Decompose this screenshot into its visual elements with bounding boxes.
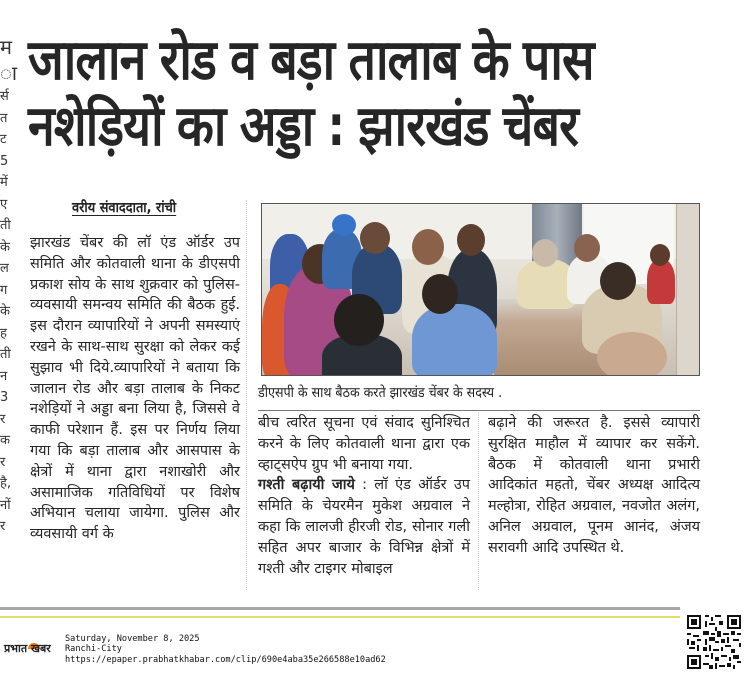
article-paragraph: बढ़ाने की जरूरत है. इससे व्यापारी सुरक्षित माहौल में व्यापार कर सकेंगे. बैठक में कोतवाली थाना प्रभारी आदिकांत महतो, चेंबर अध्यक्ष आदित्य मल्होत्रा, रोहित अग्रवाल, नवजोत अलंग, अनिल अग्रवाल, पूनम आनंद, अंजय सरावगी आदि उपस्थित थे.: [488, 415, 700, 556]
fragment-char: र्स: [0, 89, 9, 104]
fragment-char: न: [0, 368, 8, 384]
fragment-char: र: [0, 519, 6, 534]
article-paragraph: बीच त्वरित सूचना एवं संवाद सुनिश्चित करने के लिए कोतवाली थाना द्वारा एक व्हाट्सऐप ग्रुप भी बनाया गया.: [258, 415, 470, 473]
headline-line-1: जालान रोड व बड़ा तालाब के पास: [28, 28, 594, 93]
article-column-2: [258, 413, 470, 579]
fragment-char: ह: [0, 325, 7, 341]
clip-metadata: [65, 634, 386, 665]
fragment-char: है,: [0, 476, 12, 491]
fragment-char: में: [0, 175, 8, 190]
column-divider: [478, 412, 479, 590]
fragment-char: के: [0, 239, 10, 255]
fragment-char: म: [0, 35, 12, 59]
fragment-char: ती: [0, 347, 11, 362]
fragment-char: 3: [0, 390, 9, 405]
article-column-1: [30, 233, 240, 545]
fragment-char: र: [0, 454, 6, 470]
fragment-char: के: [0, 304, 10, 319]
byline: वरीय संवाददाता, रांची: [72, 200, 177, 216]
clip-edition: Ranchi-City: [65, 644, 122, 655]
fragment-char: ा: [0, 61, 18, 85]
fragment-char: ए: [0, 196, 8, 212]
fragment-char: ल: [0, 261, 9, 276]
article-photo: [261, 203, 700, 376]
column-divider: [246, 200, 247, 590]
article-paragraph: गश्ती बढ़ायी जाये : लॉ एंड ऑर्डर उप समिति के चेयरमैन मुकेश अग्रवाल ने कहा कि लालजी हीरजी रोड, सोनार गली सहित अपर बाजार के विभिन्न क्षेत्रों में गश्ती और टाइगर मोबाइल: [258, 477, 470, 577]
fragment-char: ती: [0, 218, 11, 233]
fragment-char: ग: [0, 282, 8, 298]
previous-article-fragment: [0, 34, 18, 538]
fragment-char: नों: [0, 497, 11, 513]
fragment-char: त: [0, 110, 8, 126]
publication-logo: प्रभात खबर: [4, 642, 51, 655]
clip-url[interactable]: https://epaper.prabhatkhabar.com/clip/690e4aba35e266588e10ad62: [65, 654, 386, 665]
photo-caption: डीएसपी के साथ बैठक करते झारखंड चेंबर के सदस्य .: [258, 385, 503, 401]
subheading: गश्ती बढ़ायी जाये: [258, 477, 355, 494]
fragment-char: र: [0, 411, 6, 427]
headline: [28, 28, 718, 160]
caption-divider: [258, 410, 700, 411]
footer-rule-gray: [0, 607, 680, 610]
footer-rule-yellow: [0, 616, 680, 618]
clip-date: Saturday, November 8, 2025: [65, 634, 200, 644]
fragment-char: ट: [0, 132, 7, 147]
qr-code-icon[interactable]: [685, 613, 743, 671]
fragment-char: क: [0, 433, 10, 448]
fragment-char: 5: [0, 153, 9, 169]
article-paragraph: झारखंड चेंबर की लॉ एंड ऑर्डर उप समिति और कोतवाली थाना के डीएसपी प्रकाश सोय के साथ शुक्रवार को पुलिस-व्यवसायी समन्वय समिति की बैठक हुई. इस दौरान व्यापारियों ने अपनी समस्याएं रखने के साथ-साथ सुरक्षा को लेकर कई सुझाव भी दिये.व्यापारियों ने बताया कि जालान रोड और बड़ा तालाब के निकट नशेड़ियों ने अड्डा बना लिया है, जिससे वे काफी परेशान हैं. इस पर निर्णय लिया गया कि बड़ा तालाब और आसपास के क्षेत्रों में थाना द्वारा नशाखोरी और असामाजिक गतिविधियों पर विशेष अभियान चलाया जायेगा. पुलिस और व्यवसायी वर्ग के: [30, 235, 240, 543]
article-column-3: [488, 413, 700, 559]
headline-line-2: नशेड़ियों का अड्डा : झारखंड चेंबर: [28, 94, 578, 159]
